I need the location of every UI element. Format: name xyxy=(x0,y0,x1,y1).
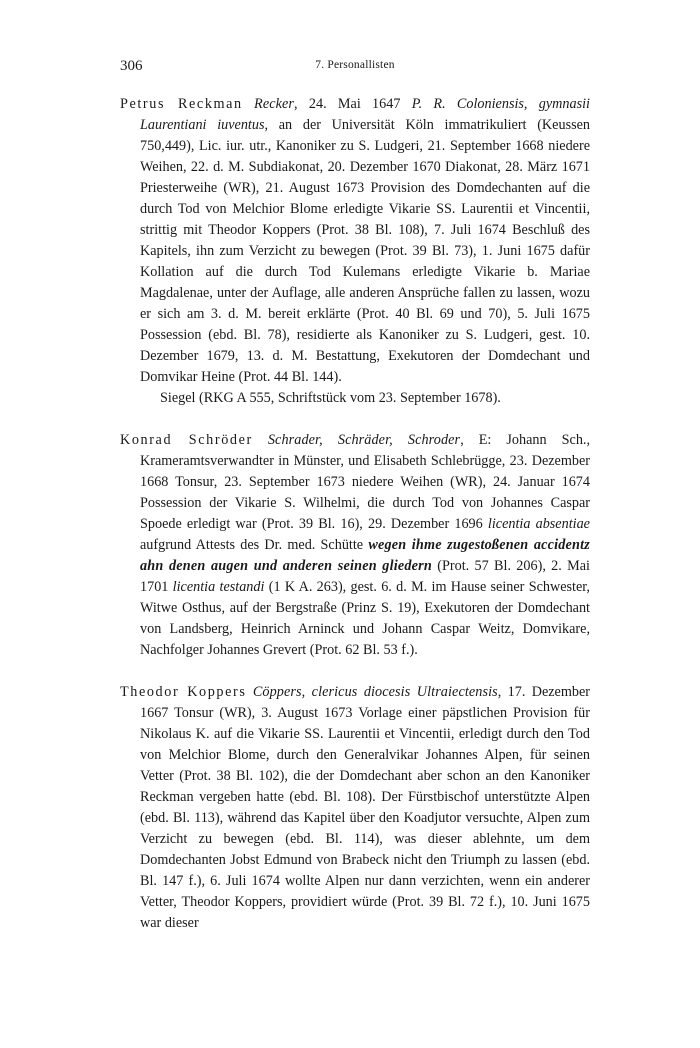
entry-text: aufgrund Attests des Dr. med. Schütte xyxy=(140,537,369,553)
latin-term: licentia testandi xyxy=(172,579,265,595)
running-head xyxy=(120,58,590,78)
name-variant: Recker xyxy=(254,96,295,112)
entry-paragraph xyxy=(120,94,590,388)
latin-quote: P. R. Coloniensis, gymnasii Laurentiani iuventus xyxy=(140,96,590,133)
entry-paragraph xyxy=(120,430,590,661)
entry-note: Siegel (RKG A 555, Schriftstück vom 23. September 1678). xyxy=(160,390,501,406)
name-variant: Cöppers, clericus diocesis Ultraiectensis xyxy=(252,684,498,700)
entry-theodor-koppers xyxy=(120,682,590,934)
entry-konrad-schroeder xyxy=(120,430,590,661)
person-name: Theodor Koppers xyxy=(120,684,247,700)
text-block xyxy=(120,94,590,934)
quoted-source-text: wegen ihme zugestoßenen accidentz ahn denen augen und anderen seinen gliedern xyxy=(140,537,590,574)
entry-paragraph xyxy=(120,682,590,934)
entry-petrus-reckman xyxy=(120,94,590,409)
entry-text: , an der Universität Köln immatrikuliert (Keussen 750,449), Lic. iur. utr., Kanoniker zu S. Ludgeri, 21. September 1668 niedere Weihen, 22. d. M. Subdiakonat, 20. Dezember 1670 Diakonat, 28. März 1671 Priesterweihe (WR), 21. August 1673 Provision des Domdechanten auf die durch Tod von Melchior Blome erledigte Vikarie SS. Laurentii et Vincentii, strittig mit Theodor Koppers (Prot. 38 Bl. 108), 7. Juli 1674 Beschluß des Kapitels, ihn zum Verzicht zu bewegen (Prot. 39 Bl. 73), 1. Juni 1675 dafür Kollation auf die durch Tod Kulemans erledigte Vikarie b. Mariae Magdalenae, unter der Auflage, alle anderen Ansprüche fallen zu lassen, wozu er sich am 3. d. M. bereit erklärte (Prot. 40 Bl. 69 und 70), 5. Juli 1675 Possession (ebd. Bl. 78), residierte als Kanoniker zu S. Ludgeri, gest. 10. Dezember 1679, 13. d. M. Bestattung, Exekutoren der Domdechant und Domvikar Heine (Prot. 44 Bl. 144). xyxy=(140,117,590,385)
person-name: Petrus Reckman xyxy=(120,96,243,112)
name-variant: Schrader, Schräder, Schroder xyxy=(267,432,461,448)
entry-text: (Prot. 57 Bl. 206), 2. Mai 1701 xyxy=(140,558,590,595)
entry-text: , 24. Mai 1647 xyxy=(294,96,412,112)
entry-text: , E: Johann Sch., Krameramtsverwandter in Münster, und Elisabeth Schlebrügge, 23. Dezember 1668 Tonsur, 23. September 1673 niedere Weihen (WR), 24. Januar 1674 Possession der Vikarie S. Wilhelmi, die durch Tod von Johannes Caspar Spoede erledigt war (Prot. 39 Bl. 16), 29. Dezember 1696 xyxy=(140,432,591,532)
page-number: 306 xyxy=(120,58,143,74)
latin-term: licentia absentiae xyxy=(487,516,590,532)
entry-text: , 17. Dezember 1667 Tonsur (WR), 3. August 1673 Vorlage einer päpstlichen Provision für Nikolaus K. auf die Vikarie SS. Laurentii et Vincentii, erledigt durch den Tod von Melchior Blome, durch den Generalvikar Johannes Alpen, für seinen Vetter (Prot. 38 Bl. 102), die der Domdechant aber schon an den Kanoniker Reckman vergeben hatte (ebd. Bl. 108). Der Fürstbischof unterstützte Alpen (ebd. Bl. 113), während das Kapitel über den Koadjutor versuchte, Alpen zum Verzicht zu bewegen (ebd. Bl. 114), was dieser ablehnte, um dem Domdechanten Jobst Edmund von Brabeck nicht den Triumph zu lassen (ebd. Bl. 147 f.), 6. Juli 1674 wollte Alpen nur dann verzichten, wenn ein anderer Vetter, Theodor Koppers, providiert würde (Prot. 39 Bl. 72 f.), 10. Juni 1675 war dieser xyxy=(140,684,590,931)
section-title: 7. Personallisten xyxy=(315,59,395,71)
entry-text: (1 K A. 263), gest. 6. d. M. im Hause seiner Schwester, Witwe Osthus, auf der Bergstraße (Prinz S. 19), Exekutoren der Domdechant von Landsberg, Heinrich Arninck und Johann Caspar Weitz, Domvikare, Nachfolger Johannes Grevert (Prot. 62 Bl. 53 f.). xyxy=(140,579,590,658)
person-name: Konrad Schröder xyxy=(120,432,253,448)
